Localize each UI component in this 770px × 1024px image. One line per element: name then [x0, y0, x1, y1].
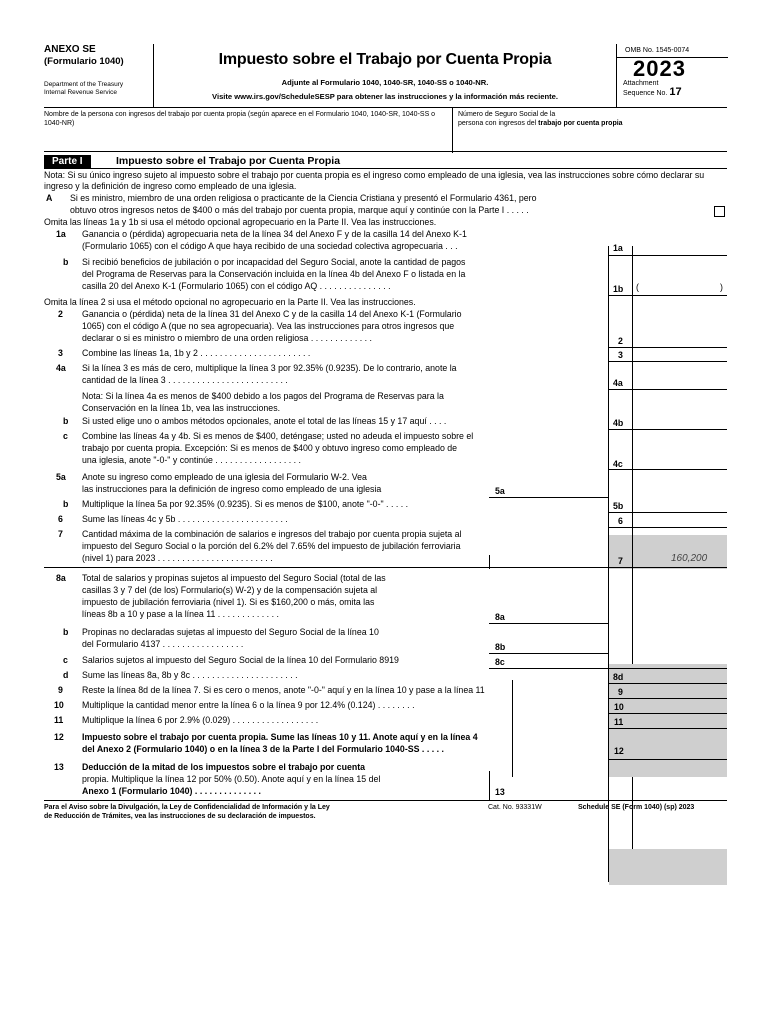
taxpayer-name-label: Nombre de la persona con ingresos del trabajo por cuenta propia (según aparece en el Formulario 1040, 1040-SR, 1040-SS o 1040-NR): [44, 111, 436, 127]
line-13-text-3: Anexo 1 (Formulario 1040) . . . . . . . . . . . . . .: [82, 786, 261, 796]
line-8c-num: c: [63, 655, 68, 665]
line-2-text-1: Ganancia o (pérdida) neta de la línea 31 del Anexo C y de la casilla 14 del Anexo K-1 (Formulario: [82, 309, 462, 319]
omit-2: Omita la línea 2 si usa el método opcional no agropecuario en la Parte II. Vea las instrucciones.: [44, 297, 416, 307]
rule-1a: [608, 255, 727, 256]
form-header: [44, 44, 727, 108]
department: [44, 81, 153, 97]
line-5b-num: b: [63, 499, 69, 509]
box-1b-paren-left: (: [636, 282, 639, 292]
form-footer-id: Schedule SE (Form 1040) (sp) 2023: [578, 804, 695, 811]
rule-4a: [608, 389, 727, 390]
box-4a-label: 4a: [613, 378, 623, 388]
department-line-2: Internal Revenue Service: [44, 89, 117, 96]
line-7-text-1: Cantidad máxima de la combinación de salarios e ingresos del trabajo por cuenta propia sujeta al: [82, 529, 462, 539]
rule-4b: [608, 429, 727, 430]
box-8b-label: 8b: [495, 642, 506, 652]
rule-5b: [608, 512, 727, 513]
rule-12: [608, 759, 727, 760]
ssn-label-2-text: persona con ingresos del: [458, 120, 537, 127]
line-6-text: Sume las líneas 4c y 5b . . . . . . . . . . . . . . . . . . . . . . .: [82, 514, 288, 524]
name-row: [44, 108, 727, 152]
line-5a-text-2: las instrucciones para la definición de ingreso como empleado de una iglesia: [82, 484, 382, 494]
attachment-sequence: [617, 80, 728, 98]
omb-block: [616, 44, 728, 107]
part-1-title: Impuesto sobre el Trabajo por Cuenta Propia: [116, 155, 341, 167]
line-1a-text-1: Ganancia o (pérdida) agropecuaria neta de la línea 34 del Anexo F y de la casilla 14 del Anexo K-1: [82, 229, 467, 239]
rule-2: [608, 347, 727, 348]
line-1b-text-3: casilla 20 del Anexo K-1 (Formulario 1065) con el código AQ . . . . . . . . . . . . . . .: [82, 281, 391, 291]
rule-8c: [489, 668, 727, 669]
rule-4c: [608, 469, 727, 470]
rule-8a: [489, 623, 608, 624]
form-title-block: [154, 44, 616, 107]
line-1a-text-2: (Formulario 1065) con el código A que haya recibido de una sociedad colectiva agropecuaria . . .: [82, 241, 458, 251]
catalog-number: Cat. No. 93331W: [488, 804, 542, 811]
line-7-text-3: (nivel 1) para 2023 . . . . . . . . . . . . . . . . . . . . . . . .: [82, 553, 273, 563]
omit-1a-1b: Omita las líneas 1a y 1b si usa el método opcional agropecuario en la Parte II. Vea las instrucciones.: [44, 217, 437, 227]
attach-instruction: Adjunte al Formulario 1040, 1040-SR, 1040-SS o 1040-NR.: [281, 78, 489, 87]
rule-7: [44, 567, 727, 568]
taxpayer-name-field[interactable]: [44, 110, 446, 128]
line-1b-text-2: del Programa de Reservas para la Conservación incluida en la línea 4b del Anexo F o listada en la: [82, 269, 466, 279]
line-4c-num: c: [63, 431, 68, 441]
line-9-text: Reste la línea 8d de la línea 7. Si es cero o menos, anote "-0-" aquí y en la línea 10 y pase a la línea 11: [82, 685, 485, 695]
line-8c-text: Salarios sujetos al impuesto del Seguro Social de la línea 10 del Formulario 8919: [82, 655, 399, 665]
sequence-label: Sequence No.: [623, 90, 668, 97]
rule-10: [608, 713, 727, 714]
box-2-label: 2: [618, 336, 623, 346]
line-3-text: Combine las líneas 1a, 1b y 2 . . . . . . . . . . . . . . . . . . . . . . .: [82, 348, 311, 358]
rule-5a: [489, 497, 608, 498]
line-12-text-1: Impuesto sobre el trabajo por cuenta propia. Sume las líneas 10 y 11. Anote aquí y en la línea 4: [82, 732, 478, 742]
line-4a-num: 4a: [56, 363, 66, 373]
line-8b-text-2: del Formulario 4137 . . . . . . . . . . . . . . . . .: [82, 639, 244, 649]
line-4b-num: b: [63, 416, 69, 426]
line-5a-num: 5a: [56, 472, 66, 482]
line-1a-num: 1a: [56, 229, 66, 239]
part-1-header: [44, 154, 727, 169]
line-13-text-1: Deducción de la mitad de los impuestos sobre el trabajo por cuenta: [82, 762, 366, 772]
box-7-label: 7: [618, 556, 623, 566]
line-1b-text-1: Si recibió beneficios de jubilación o por incapacidad del Seguro Social, anote la cantidad de pagos: [82, 257, 466, 267]
line-11-text: Multiplique la línea 6 por 2.9% (0.029) . . . . . . . . . . . . . . . . . .: [82, 715, 319, 725]
line-13-text-2: propia. Multiplique la línea 12 por 50% (0.50). Anote aquí y en la línea 15 del: [82, 774, 381, 784]
part-1-body: [44, 169, 727, 887]
rule-bottom: [44, 800, 727, 801]
rule-1b: [608, 295, 727, 296]
ssn-field[interactable]: [452, 108, 678, 153]
line-8a-text-4: líneas 8b a 10 y pase a la línea 11 . . . . . . . . . . . . .: [82, 609, 279, 619]
line-4a-text-2: cantidad de la línea 3 . . . . . . . . . . . . . . . . . . . . . . . . .: [82, 375, 288, 385]
shaded-13: [609, 849, 727, 885]
rule-6: [608, 527, 727, 528]
box-4b-label: 4b: [613, 418, 624, 428]
box-6-label: 6: [618, 516, 623, 526]
line-4c-text-1: Combine las líneas 4a y 4b. Si es menos de $400, deténgase; usted no adeuda el impuesto sobre el: [82, 431, 474, 441]
form-identifier: [44, 44, 154, 107]
line-4b-text: Si usted elige uno o ambos métodos opcionales, anote el total de las líneas 15 y 17 aquí . . . .: [82, 416, 447, 426]
line-8d-num: d: [63, 670, 69, 680]
shaded-8: [609, 664, 727, 777]
rule-9: [608, 698, 727, 699]
line-8b-num: b: [63, 627, 69, 637]
box-10-label: 10: [614, 702, 624, 712]
box-13-left: [489, 771, 490, 800]
line-7-num: 7: [58, 529, 63, 539]
ssn-label-bold: trabajo por cuenta propia: [538, 120, 623, 127]
line-11-num: 11: [54, 715, 64, 725]
form-page: [44, 44, 727, 887]
tax-year: 2023: [633, 56, 686, 81]
line-8a-text-1: Total de salarios y propinas sujetos al impuesto del Seguro Social (total de las: [82, 573, 386, 583]
line-a-label: A: [46, 193, 53, 203]
box-1b-paren-right: ): [720, 282, 723, 292]
footer-notice-2: de Reducción de Trámites, vea las instrucciones de su declaración de impuestos.: [44, 813, 316, 820]
box-11-label: 11: [614, 717, 624, 727]
visit-instruction: Visite www.irs.gov/ScheduleSESP para obtener las instrucciones y la información más reciente.: [212, 92, 558, 101]
note-text: Nota: Si su único ingreso sujeto al impuesto sobre el trabajo por cuenta propia es el ingreso como empleado de una iglesia, vea las instrucciones sobre cómo declarar su ingreso y la definición de ingreso como empleado de una iglesia.: [44, 170, 705, 192]
box-8a-label: 8a: [495, 612, 505, 622]
line-9-num: 9: [58, 685, 63, 695]
line-4c-text-2: trabajo por cuenta propia. Excepción: Si es menos de $400 y obtuvo ingreso como empleado de: [82, 443, 458, 453]
line-10-text: Multiplique la cantidad menor entre la línea 6 o la línea 9 por 12.4% (0.124) . . . . . . . .: [82, 700, 415, 710]
form-name: ANEXO SE: [44, 44, 96, 55]
rule-8d: [608, 683, 727, 684]
line-10-num: 10: [54, 700, 64, 710]
sequence-number: 17: [669, 86, 682, 98]
box-1a-label: 1a: [613, 243, 623, 253]
footer-notice-1: Para el Aviso sobre la Divulgación, la Ley de Confidencialidad de Información y la Ley: [44, 804, 330, 811]
footer-notice: [44, 803, 484, 821]
box-5b-label: 5b: [613, 501, 624, 511]
box-3-label: 3: [618, 350, 623, 360]
line-8a-text-3: impuesto de jubilación ferroviaria (nivel 1). Si es $160,200 o más, omita las: [82, 597, 375, 607]
line-13-num: 13: [54, 762, 64, 772]
line-6-num: 6: [58, 514, 63, 524]
line-a-text-2: obtuvo otros ingresos netos de $400 o más del trabajo por cuenta propia, marque aquí y continúe con la Parte I . . . . .: [70, 205, 529, 215]
box-5a-label: 5a: [495, 486, 505, 496]
box-4c-label: 4c: [613, 459, 623, 469]
ssn-label-1: Número de Seguro Social de la: [458, 111, 556, 118]
line-2-text-2: 1065) con el código A (que no sea agropecuaria). Vea las instrucciones para otros ingresos que: [82, 321, 455, 331]
department-line-1: Department of the Treasury: [44, 81, 124, 88]
ssn-label-2: [458, 119, 678, 128]
omb-number: OMB No. 1545-0074: [617, 47, 728, 58]
box-1b-label: 1b: [613, 284, 624, 294]
line-4c-text-3: una iglesia, anote "-0-" y continúe . . . . . . . . . . . . . . . . . .: [82, 455, 301, 465]
rule-3: [608, 361, 727, 362]
line-a-text-1: Si es ministro, miembro de una orden religiosa o practicante de la Ciencia Cristiana y presentó el Formulario 4361, pero: [70, 193, 537, 203]
box-13-label: 13: [495, 787, 505, 797]
line-12-text-2: del Anexo 2 (Formulario 1040) o en la línea 3 de la Parte I del Formulario 1040-SS . . . . .: [82, 744, 444, 754]
line-3-num: 3: [58, 348, 63, 358]
line-7-text-2: impuesto del Seguro Social o la porción del 6.2% del 7.65% del impuesto de jubilación ferroviaria: [82, 541, 461, 551]
line-8a-text-2: casillas 3 y 7 del (de los) Formulario(s) W-2) y de la compensación sujeta al: [82, 585, 378, 595]
part-1-tag: Parte I: [44, 155, 91, 168]
line-a-checkbox[interactable]: [714, 206, 725, 217]
attachment-label: Attachment: [623, 80, 659, 87]
line-8b-text-1: Propinas no declaradas sujetas al impuesto del Seguro Social de la línea 10: [82, 627, 379, 637]
line-5a-text-1: Anote su ingreso como empleado de una iglesia del Formulario W-2. Vea: [82, 472, 367, 482]
box-12-label: 12: [614, 746, 624, 756]
rule-11: [608, 728, 727, 729]
line-5b-text: Multiplique la línea 5a por 92.35% (0.9235). Si es menos de $100, anote "-0-" . . . . .: [82, 499, 409, 509]
line-12-num: 12: [54, 732, 64, 742]
line-4a-note-1: Nota: Si la línea 4a es menos de $400 debido a los pagos del Programa de Reservas para la: [82, 391, 444, 401]
rule-8b: [489, 653, 608, 654]
line-4a-note-2: Conservación en la línea 1b, vea las instrucciones.: [82, 403, 281, 413]
line-7-amount: 160,200: [671, 553, 708, 564]
box-8d-label: 8d: [613, 672, 624, 682]
box-8c-label: 8c: [495, 657, 505, 667]
note-church-income: [44, 170, 727, 193]
line-4a-text-1: Si la línea 3 es más de cero, multiplique la línea 3 por 92.35% (0.9235). De lo contrario, anote la: [82, 363, 457, 373]
form-subname: (Formulario 1040): [44, 56, 124, 67]
line-8a-num: 8a: [56, 573, 66, 583]
line-8d-text: Sume las líneas 8a, 8b y 8c . . . . . . . . . . . . . . . . . . . . . .: [82, 670, 298, 680]
box-9-label: 9: [618, 687, 623, 697]
line-2-num: 2: [58, 309, 63, 319]
inner-column-left: [512, 680, 513, 777]
line-1b-num: b: [63, 257, 69, 267]
line-2-text-3: declarar o si es ministro o miembro de una orden religiosa . . . . . . . . . . . . .: [82, 333, 372, 343]
form-title: Impuesto sobre el Trabajo por Cuenta Propia: [218, 51, 552, 68]
